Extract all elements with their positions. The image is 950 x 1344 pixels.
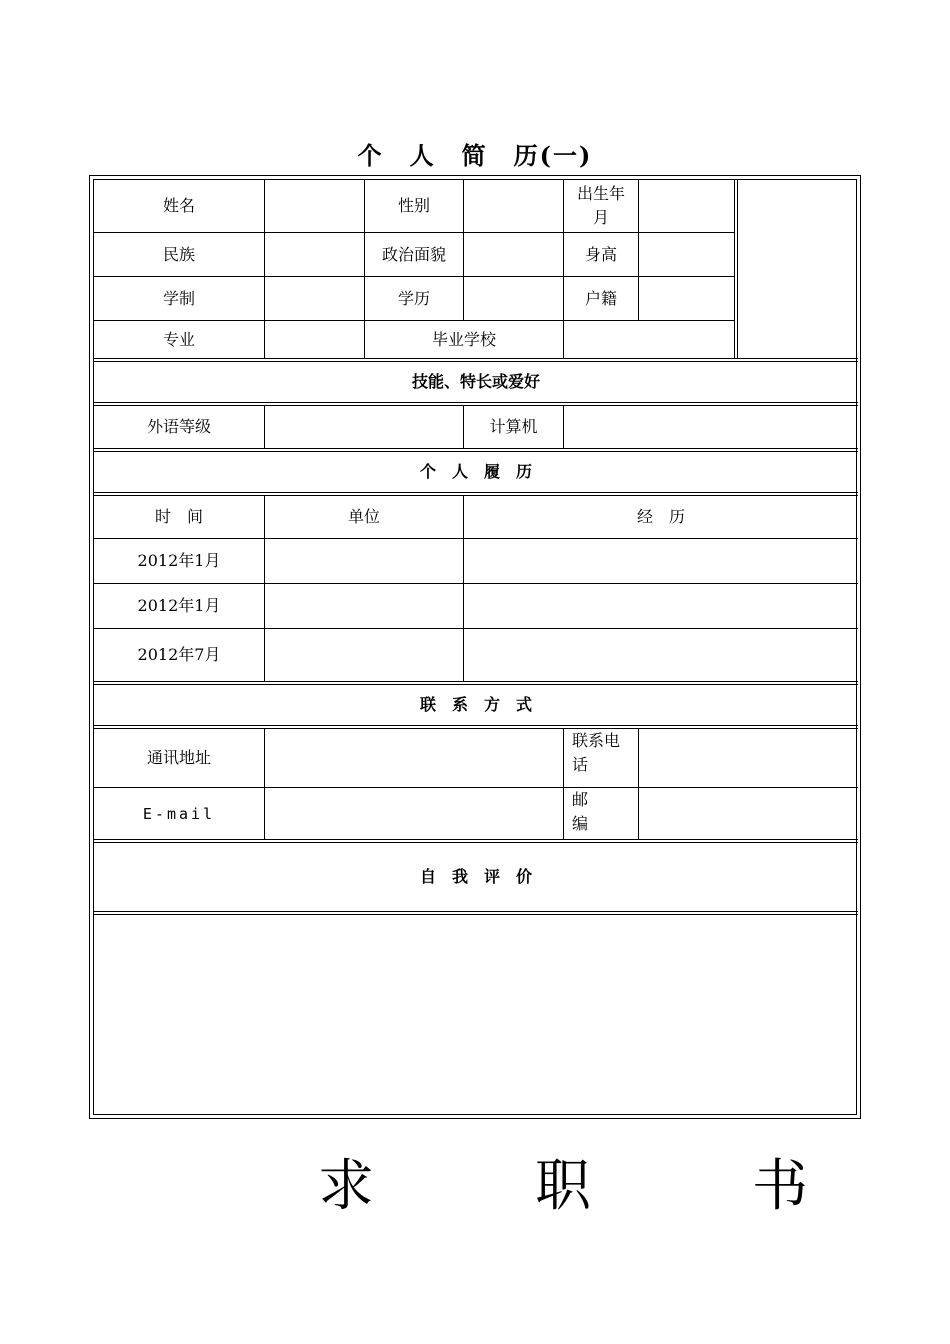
phone-label-line1: 联系电 xyxy=(572,731,621,750)
schooling-field[interactable] xyxy=(265,277,364,320)
birth-label-line2: 月 xyxy=(592,208,609,227)
computer-label: 计算机 xyxy=(489,417,538,436)
ethnicity-label: 民族 xyxy=(162,244,195,264)
school-field[interactable] xyxy=(564,321,734,358)
self-eval-header: 自 我 评 价 xyxy=(419,867,532,886)
history-row-unit[interactable] xyxy=(265,629,463,681)
zip-label-line2: 编 xyxy=(572,814,589,833)
political-label: 政治面貌 xyxy=(381,244,446,264)
hukou-field[interactable] xyxy=(639,277,734,320)
email-field[interactable] xyxy=(265,788,563,839)
self-eval-field[interactable] xyxy=(94,915,858,1116)
political-field[interactable] xyxy=(464,233,563,276)
phone-label xyxy=(564,729,638,787)
footer-char-3: 书 xyxy=(752,1154,808,1219)
zip-field[interactable] xyxy=(639,788,858,839)
phone-label-line2: 话 xyxy=(572,755,589,774)
address-field[interactable] xyxy=(265,729,563,787)
birth-label-line1: 出生年 xyxy=(576,184,625,203)
height-field[interactable] xyxy=(639,233,734,276)
school-label: 毕业学校 xyxy=(431,329,496,349)
computer-field[interactable] xyxy=(564,406,858,448)
name-label: 姓名 xyxy=(162,196,195,215)
page-title: 个 人 简 历(一) xyxy=(357,141,593,170)
education-label: 学历 xyxy=(397,288,430,308)
gender-field[interactable] xyxy=(464,180,563,232)
history-row-time: 2012年7月 xyxy=(137,645,221,664)
photo-box xyxy=(738,180,858,358)
phone-field[interactable] xyxy=(639,729,858,787)
history-row-experience[interactable] xyxy=(464,584,858,628)
major-label: 专业 xyxy=(162,329,195,349)
name-field[interactable] xyxy=(265,180,364,232)
history-row-time: 2012年1月 xyxy=(137,596,221,615)
language-label: 外语等级 xyxy=(146,417,211,436)
gender-label: 性别 xyxy=(397,196,430,215)
major-field[interactable] xyxy=(265,321,364,358)
history-row-time: 2012年1月 xyxy=(137,551,221,570)
zip-label-line1: 邮 xyxy=(572,790,589,809)
history-col-unit: 单位 xyxy=(347,507,380,526)
address-label: 通讯地址 xyxy=(146,748,211,767)
history-row-unit[interactable] xyxy=(265,584,463,628)
history-row-experience[interactable] xyxy=(464,629,858,681)
hukou-label: 户籍 xyxy=(584,288,617,308)
schooling-label: 学制 xyxy=(162,288,195,308)
language-field[interactable] xyxy=(265,406,463,448)
birth-field[interactable] xyxy=(639,180,734,232)
history-row-experience[interactable] xyxy=(464,539,858,583)
zip-label xyxy=(564,788,638,839)
birth-label xyxy=(564,180,638,232)
skills-header: 技能、特长或爱好 xyxy=(411,372,540,391)
history-col-experience: 经 历 xyxy=(636,507,685,526)
history-header: 个 人 履 历 xyxy=(419,462,532,481)
history-col-time: 时 间 xyxy=(154,507,203,526)
footer-char-2: 职 xyxy=(535,1154,591,1219)
resume-form-inner xyxy=(93,179,857,1115)
resume-form xyxy=(89,175,861,1119)
email-label: E-mail xyxy=(142,804,216,823)
footer-char-1: 求 xyxy=(318,1154,374,1219)
contact-header: 联 系 方 式 xyxy=(419,695,532,714)
ethnicity-field[interactable] xyxy=(265,233,364,276)
height-label: 身高 xyxy=(584,244,617,264)
history-row-unit[interactable] xyxy=(265,539,463,583)
education-field[interactable] xyxy=(464,277,563,320)
